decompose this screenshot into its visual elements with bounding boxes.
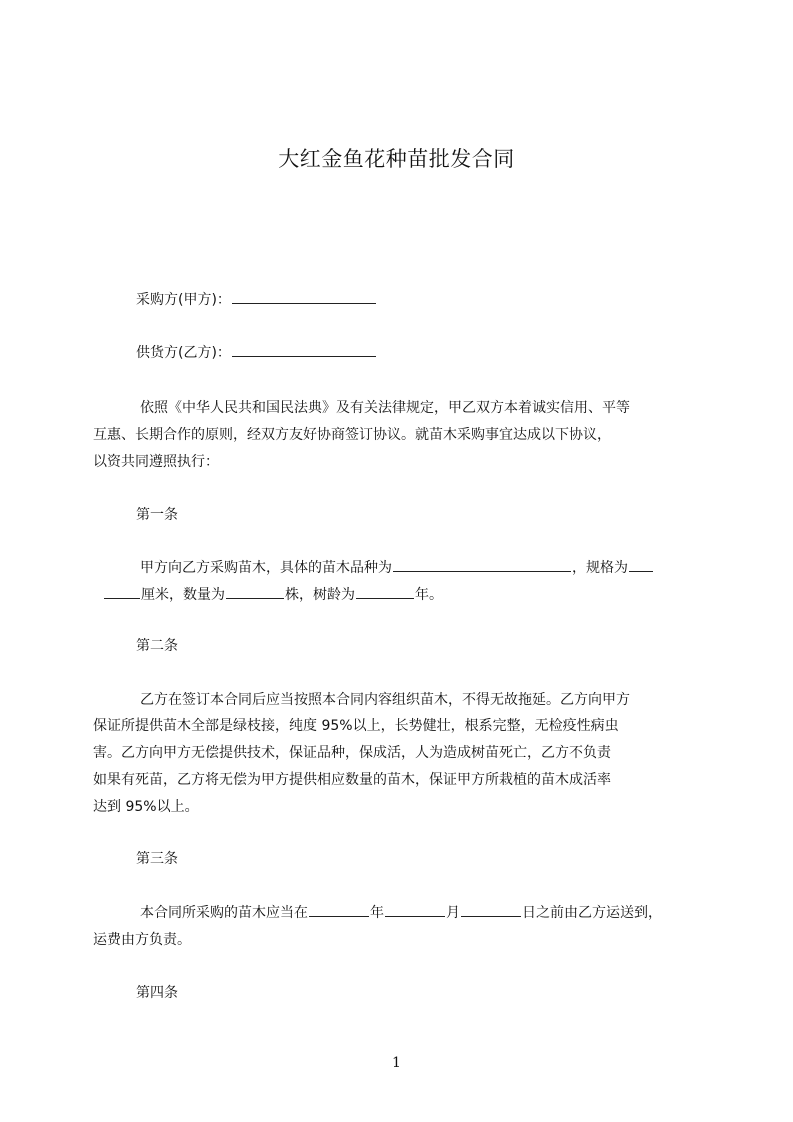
article-heading: 第四条: [136, 985, 178, 1001]
party-b-line: [136, 340, 377, 367]
party-a-label: 采购方(甲方)：: [136, 292, 231, 308]
article2-line: 乙方在签订本合同后应当按照本合同内容组织苗木，不得无故拖延。乙方向甲方: [140, 692, 630, 708]
party-a-line: [136, 287, 377, 314]
article3-line: [140, 900, 662, 927]
year-blank: [309, 901, 369, 917]
article1-line: [140, 555, 654, 582]
spec-blank-cont: [104, 583, 140, 599]
article3-text: 日之前由乙方运送到，: [522, 905, 662, 921]
article-heading: 第三条: [136, 851, 178, 867]
spec-blank: [629, 556, 653, 572]
article2-line: 害。乙方向甲方无偿提供技术，保证品种，保成活，人为造成树苗死亡，乙方不负责: [93, 745, 611, 761]
article1-line: [104, 582, 443, 609]
document-title: 大红金鱼花种苗批发合同: [278, 147, 515, 171]
article2-line: 达到 95%以上。: [93, 799, 199, 815]
month-blank: [385, 901, 445, 917]
intro-line: 依照《中华人民共和国民法典》及有关法律规定，甲乙双方本着诚实信用、平等: [140, 400, 630, 416]
article3-text: 年: [370, 905, 384, 921]
article3-line: 运费由方负责。: [93, 932, 191, 948]
page-number: 1: [392, 1055, 401, 1071]
party-b-label: 供货方(乙方)：: [136, 345, 231, 361]
article1-text: 厘米，数量为: [141, 587, 225, 603]
article3-text: 月: [446, 905, 460, 921]
article-heading: 第一条: [136, 507, 178, 523]
article2-line: 保证所提供苗木全部是绿枝接，纯度 95%以上，长势健壮，根系完整，无检疫性病虫: [93, 718, 619, 734]
article3-text: 本合同所采购的苗木应当在: [140, 905, 308, 921]
variety-blank: [393, 556, 571, 572]
article1-text: ，规格为: [572, 560, 628, 576]
age-blank: [356, 583, 414, 599]
party-a-blank: [232, 288, 376, 304]
article-heading: 第二条: [136, 638, 178, 654]
article2-line: 如果有死苗，乙方将无偿为甲方提供相应数量的苗木，保证甲方所栽植的苗木成活率: [93, 772, 611, 788]
article1-text: 年。: [415, 587, 443, 603]
intro-line: 互惠、长期合作的原则，经双方友好协商签订协议。就苗木采购事宜达成以下协议，: [93, 427, 611, 443]
day-blank: [461, 901, 521, 917]
article1-text: 甲方向乙方采购苗木，具体的苗木品种为: [140, 560, 392, 576]
article1-text: 株，树龄为: [285, 587, 355, 603]
intro-line: 以资共同遵照执行：: [93, 454, 219, 470]
quantity-blank: [226, 583, 284, 599]
party-b-blank: [232, 341, 376, 357]
